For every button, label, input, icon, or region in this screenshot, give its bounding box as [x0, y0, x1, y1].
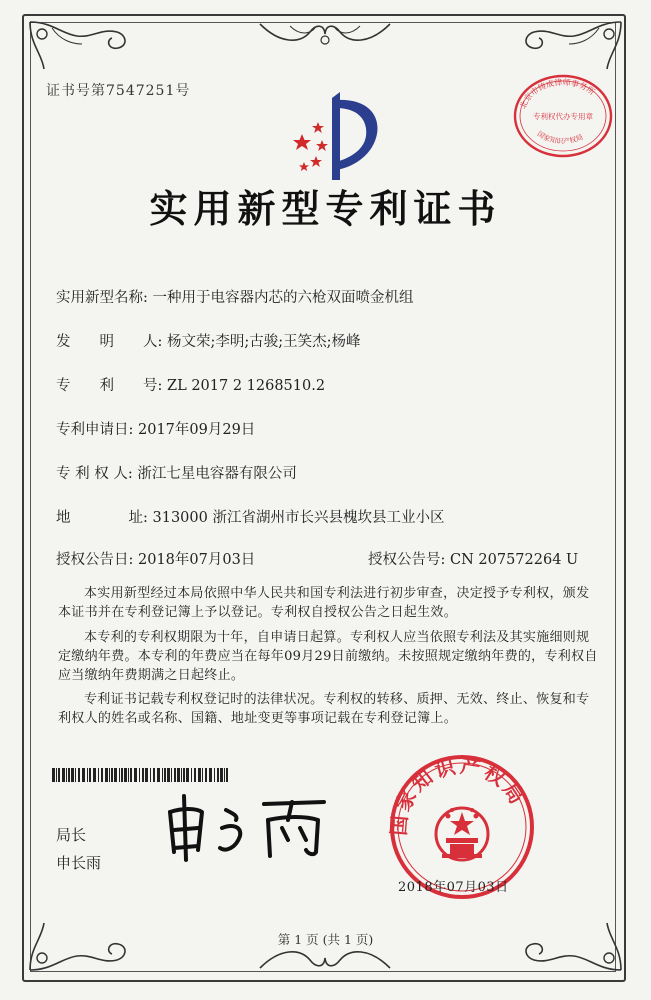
handwritten-signature-icon: [156, 790, 336, 862]
agent-stamp-bottom-text: 国家知识产权局: [535, 129, 585, 146]
top-right-ornament: [519, 14, 629, 74]
utility-model-name-row: [56, 286, 414, 307]
seal-date: 2018年07月03日: [398, 880, 509, 895]
grant-number-label: 授权公告号:: [368, 552, 446, 568]
patent-number-label: 专 利 号:: [56, 378, 163, 394]
patentee-value: 浙江七星电容器有限公司: [137, 466, 297, 482]
body-paragraph-1: 本实用新型经过本局依照中华人民共和国专利法进行初步审查，决定授予专利权，颁发本证书并在专利登记簿上予以登记。专利权自授权公告之日起生效。: [58, 586, 590, 620]
patentee-label: 专 利 权 人:: [56, 466, 133, 482]
grant-date-value: 2018年07月03日: [138, 552, 256, 568]
agent-stamp-top-text: 北京市铸成律师事务所: [518, 77, 597, 111]
utility-model-name-value: 一种用于电容器内芯的六枪双面喷金机组: [152, 290, 414, 306]
address-value: 313000 浙江省湖州市长兴县槐坎县工业小区: [152, 510, 445, 526]
grant-date-label: 授权公告日:: [56, 552, 134, 568]
svg-text:国家知识产权局: [536, 129, 585, 146]
barcode-icon: [52, 768, 230, 782]
inventor-row: [56, 330, 361, 351]
agent-stamp-icon: [508, 68, 618, 164]
certificate-title: 实用新型专利证书: [149, 186, 502, 231]
filing-date-value: 2017年09月29日: [138, 422, 256, 438]
address-row: [56, 506, 444, 527]
director-title-label: 局长: [56, 826, 87, 844]
patentee-row: [56, 462, 297, 483]
agent-stamp-middle-text: 专利权代办专用章: [533, 112, 593, 121]
certificate-number: 证书号第7547251号: [46, 83, 191, 99]
address-label: 地 址:: [56, 510, 148, 526]
patent-number-value: ZL 2017 2 1268510.2: [167, 378, 326, 394]
director-name-label: 申长雨: [56, 854, 102, 872]
patent-office-emblem-icon: [278, 88, 388, 184]
utility-model-name-label: 实用新型名称:: [56, 290, 148, 306]
grant-number-row: [368, 548, 578, 569]
seal-text: 国家知识产权局: [386, 753, 531, 837]
grant-number-value: CN 207572264 U: [450, 552, 579, 568]
body-paragraph-3: 专利证书记载专利权登记时的法律状况。专利权的转移、质押、无效、终止、恢复和专利权人的姓名或名称、国籍、地址变更等事项记载在专利登记簿上。: [58, 692, 590, 726]
filing-date-label: 专利申请日:: [56, 422, 134, 438]
page-footer: 第 1 页 (共 1 页): [277, 932, 374, 947]
patent-number-row: [56, 374, 325, 395]
top-left-ornament: [22, 14, 132, 74]
top-center-ornament: [250, 14, 400, 54]
svg-text:北京市铸成律师事务所: [517, 77, 597, 110]
inventor-value: 杨文荣;李明;古骏;王笑杰;杨峰: [167, 334, 361, 350]
grant-date-row: [56, 548, 255, 569]
inventor-label: 发 明 人:: [56, 334, 163, 350]
filing-date-row: [56, 418, 255, 439]
body-paragraph-2: 本专利的专利权期限为十年，自申请日起算。专利权人应当依照专利法及其实施细则规定缴纳年费。本专利的年费应当在每年09月29日前缴纳。未按照规定缴纳年费的，专利权自应当缴纳年费期满之日起终止。: [58, 630, 598, 683]
